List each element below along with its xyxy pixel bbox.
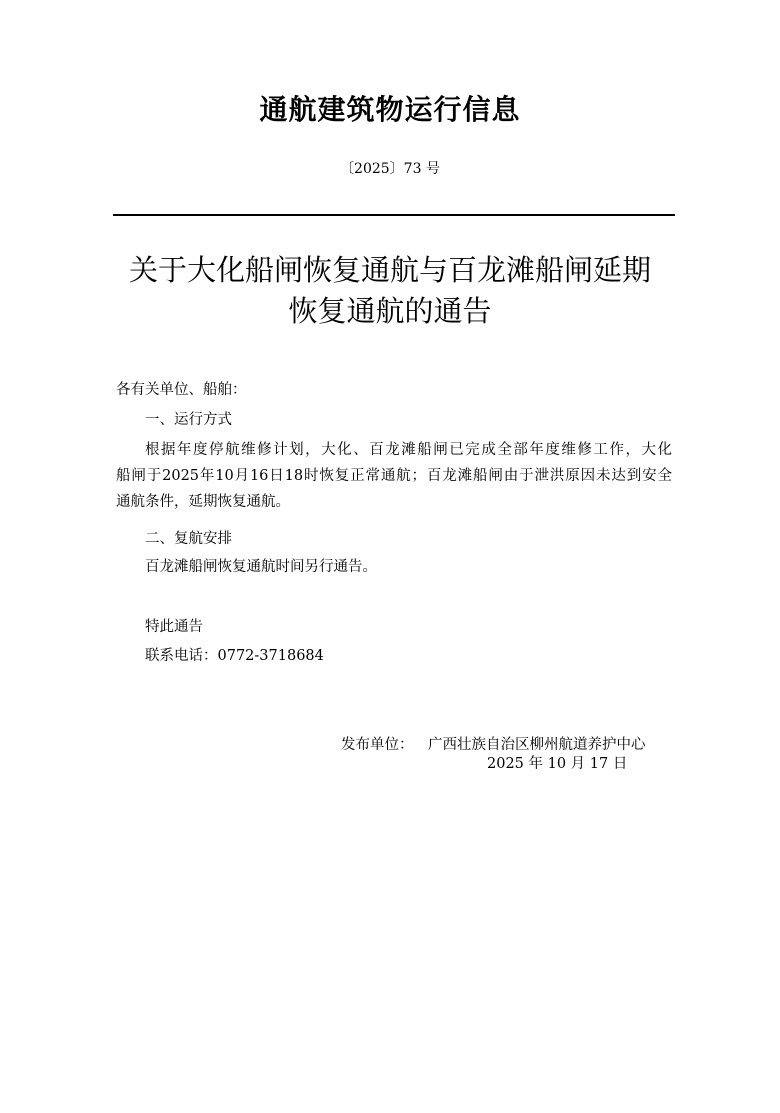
section-2-heading: 二、复航安排 [145, 531, 232, 547]
paragraph-line: 根据年度停航维修计划，大化、百龙滩船闸已完成全部年度维修工作，大化 [145, 442, 672, 458]
document-number: 〔2025〕73 号 [340, 161, 440, 177]
notice-title-line-1: 关于大化船闸恢复通航与百龙滩船闸延期 [128, 253, 651, 287]
closing-text: 特此通告 [145, 619, 203, 635]
publisher-name: 广西壮族自治区柳州航道养护中心 [428, 737, 646, 753]
notice-title-line-2: 恢复通航的通告 [288, 294, 492, 328]
paragraph-line: 船闸于2025年10月16日18时恢复正常通航；百龙滩船闸由于泄洪原因未达到安全 [116, 468, 672, 484]
section-1-paragraph [116, 437, 672, 515]
publish-date: 2025 年 10 月 17 日 [487, 756, 628, 772]
publisher-label: 发布单位： [341, 737, 414, 753]
salutation: 各有关单位、船舶： [116, 382, 247, 398]
page-header-title: 通航建筑物运行信息 [259, 93, 521, 126]
header-divider [113, 214, 675, 216]
paragraph-line: 通航条件，延期恢复通航。 [116, 494, 290, 510]
contact-phone: 联系电话：0772-3718684 [145, 648, 324, 664]
section-2-text: 百龙滩船闸恢复通航时间另行通告。 [145, 559, 377, 575]
section-1-heading: 一、运行方式 [145, 412, 232, 428]
